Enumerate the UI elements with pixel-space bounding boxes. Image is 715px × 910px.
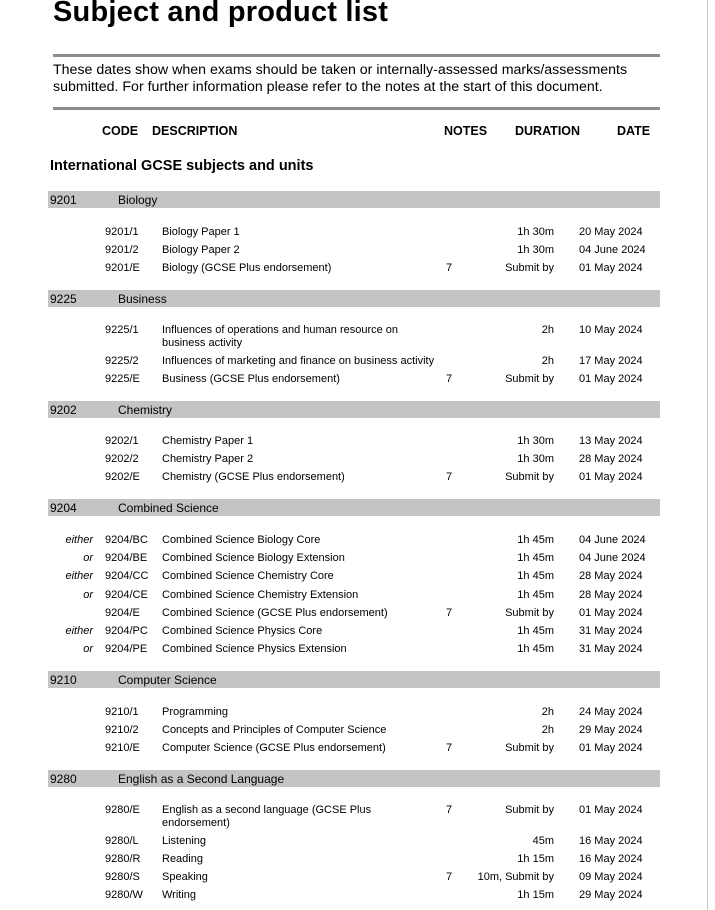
unit-description: Chemistry (GCSE Plus endorsement) bbox=[162, 471, 345, 483]
subject-band bbox=[48, 671, 660, 688]
unit-date: 16 May 2024 bbox=[579, 835, 643, 847]
unit-duration: 1h 45m bbox=[517, 552, 554, 564]
unit-date: 01 May 2024 bbox=[579, 373, 643, 385]
unit-date: 09 May 2024 bbox=[579, 871, 643, 883]
unit-description: Biology Paper 1 bbox=[162, 226, 240, 238]
column-header-notes: NOTES bbox=[444, 124, 488, 138]
unit-code: 9210/2 bbox=[105, 724, 139, 736]
section-title: International GCSE subjects and units bbox=[50, 158, 314, 174]
column-header-date: DATE bbox=[617, 124, 651, 138]
unit-description: Combined Science Biology Core bbox=[162, 534, 321, 546]
intro-text: These dates show when exams should be taken or internally-assessed marks/assessments submitted. For further information please refer to the notes at the start of this document. bbox=[53, 62, 628, 95]
unit-code: 9204/CE bbox=[105, 589, 148, 601]
unit-duration: 1h 30m bbox=[517, 244, 554, 256]
subject-band bbox=[48, 499, 660, 516]
unit-duration: Submit by bbox=[505, 373, 554, 385]
column-header-description: DESCRIPTION bbox=[152, 124, 238, 138]
unit-description: Influences of marketing and finance on business activity bbox=[162, 355, 435, 367]
subject-band bbox=[48, 191, 660, 208]
unit-qualifier: either bbox=[65, 625, 93, 637]
unit-duration: 1h 30m bbox=[517, 226, 554, 238]
unit-date: 31 May 2024 bbox=[579, 643, 643, 655]
unit-date: 04 June 2024 bbox=[579, 552, 646, 564]
subject-name: Business bbox=[118, 292, 167, 306]
subject-name: Computer Science bbox=[118, 673, 217, 687]
column-header-duration: DURATION bbox=[515, 124, 581, 138]
unit-code: 9204/E bbox=[105, 607, 140, 619]
unit-code: 9201/E bbox=[105, 262, 140, 274]
unit-date: 01 May 2024 bbox=[579, 607, 643, 619]
unit-notes: 7 bbox=[446, 871, 453, 883]
subject-code: 9201 bbox=[50, 193, 77, 207]
unit-duration: 1h 45m bbox=[517, 625, 554, 637]
unit-date: 29 May 2024 bbox=[579, 889, 643, 901]
unit-code: 9225/2 bbox=[105, 355, 139, 367]
unit-code: 9204/BC bbox=[105, 534, 148, 546]
unit-code: 9202/2 bbox=[105, 453, 139, 465]
unit-notes: 7 bbox=[446, 804, 453, 816]
unit-description: Computer Science (GCSE Plus endorsement) bbox=[162, 742, 386, 754]
unit-date: 17 May 2024 bbox=[579, 355, 643, 367]
unit-duration: 1h 45m bbox=[517, 589, 554, 601]
unit-description: Influences of operations and human resource on business activity bbox=[162, 324, 399, 349]
unit-code: 9201/1 bbox=[105, 226, 139, 238]
unit-duration: 1h 15m bbox=[517, 889, 554, 901]
unit-description: Programming bbox=[162, 706, 229, 718]
unit-qualifier: either bbox=[65, 570, 93, 582]
unit-date: 01 May 2024 bbox=[579, 742, 643, 754]
unit-description: Combined Science Physics Core bbox=[162, 625, 323, 637]
unit-duration: 1h 30m bbox=[517, 435, 554, 447]
unit-description: Writing bbox=[162, 889, 197, 901]
unit-notes: 7 bbox=[446, 373, 453, 385]
unit-notes: 7 bbox=[446, 607, 453, 619]
unit-code: 9204/BE bbox=[105, 552, 148, 564]
unit-description: Reading bbox=[162, 853, 203, 865]
unit-qualifier: or bbox=[83, 643, 93, 655]
unit-description: Business (GCSE Plus endorsement) bbox=[162, 373, 340, 385]
unit-duration: 1h 45m bbox=[517, 643, 554, 655]
unit-qualifier: either bbox=[65, 534, 93, 546]
unit-date: 24 May 2024 bbox=[579, 706, 643, 718]
unit-description: Chemistry Paper 2 bbox=[162, 453, 254, 465]
unit-duration: Submit by bbox=[505, 804, 554, 816]
unit-description: Combined Science Chemistry Core bbox=[162, 570, 334, 582]
unit-duration: Submit by bbox=[505, 742, 554, 754]
subject-band bbox=[48, 770, 660, 787]
unit-description: Listening bbox=[162, 835, 207, 847]
unit-code: 9210/1 bbox=[105, 706, 139, 718]
unit-code: 9280/L bbox=[105, 835, 139, 847]
subject-band bbox=[48, 401, 660, 418]
page-title: Subject and product list bbox=[53, 0, 389, 28]
subject-name: Biology bbox=[118, 193, 158, 207]
unit-duration: 2h bbox=[541, 724, 554, 736]
unit-notes: 7 bbox=[446, 471, 453, 483]
column-header-code: CODE bbox=[102, 124, 139, 138]
unit-description: Biology (GCSE Plus endorsement) bbox=[162, 262, 332, 274]
unit-date: 01 May 2024 bbox=[579, 471, 643, 483]
subject-code: 9202 bbox=[50, 403, 77, 417]
bottom-rule bbox=[53, 107, 660, 110]
unit-code: 9280/R bbox=[105, 853, 141, 865]
unit-description: Concepts and Principles of Computer Science bbox=[162, 724, 387, 736]
unit-duration: 10m, Submit by bbox=[477, 871, 554, 883]
unit-date: 29 May 2024 bbox=[579, 724, 643, 736]
unit-qualifier: or bbox=[83, 552, 93, 564]
subject-band bbox=[48, 290, 660, 307]
unit-duration: 2h bbox=[541, 355, 554, 367]
subject-name: Chemistry bbox=[118, 403, 173, 417]
subject-name: English as a Second Language bbox=[118, 772, 285, 786]
unit-description: Combined Science Chemistry Extension bbox=[162, 589, 359, 601]
unit-qualifier: or bbox=[83, 589, 93, 601]
unit-duration: Submit by bbox=[505, 607, 554, 619]
unit-duration: 45m bbox=[532, 835, 554, 847]
unit-notes: 7 bbox=[446, 262, 453, 274]
unit-code: 9202/E bbox=[105, 471, 140, 483]
subject-code: 9225 bbox=[50, 292, 77, 306]
unit-date: 04 June 2024 bbox=[579, 244, 646, 256]
subject-code: 9280 bbox=[50, 772, 77, 786]
unit-date: 13 May 2024 bbox=[579, 435, 643, 447]
unit-duration: Submit by bbox=[505, 262, 554, 274]
unit-description: Speaking bbox=[162, 871, 208, 883]
top-rule bbox=[53, 54, 660, 57]
unit-date: 31 May 2024 bbox=[579, 625, 643, 637]
unit-description: Biology Paper 2 bbox=[162, 244, 240, 256]
unit-date: 28 May 2024 bbox=[579, 453, 643, 465]
unit-code: 9280/W bbox=[105, 889, 143, 901]
page-edge-line bbox=[707, 0, 708, 910]
unit-code: 9225/1 bbox=[105, 324, 139, 336]
unit-date: 01 May 2024 bbox=[579, 804, 643, 816]
subject-code: 9210 bbox=[50, 673, 77, 687]
unit-description: Combined Science Physics Extension bbox=[162, 643, 347, 655]
unit-code: 9204/PC bbox=[105, 625, 148, 637]
unit-code: 9204/PE bbox=[105, 643, 148, 655]
unit-code: 9201/2 bbox=[105, 244, 139, 256]
unit-description: Chemistry Paper 1 bbox=[162, 435, 254, 447]
unit-duration: Submit by bbox=[505, 471, 554, 483]
unit-duration: 2h bbox=[541, 706, 554, 718]
unit-date: 01 May 2024 bbox=[579, 262, 643, 274]
unit-date: 28 May 2024 bbox=[579, 570, 643, 582]
unit-duration: 1h 15m bbox=[517, 853, 554, 865]
unit-code: 9280/E bbox=[105, 804, 140, 816]
unit-duration: 1h 45m bbox=[517, 570, 554, 582]
unit-notes: 7 bbox=[446, 742, 453, 754]
unit-date: 04 June 2024 bbox=[579, 534, 646, 546]
unit-date: 28 May 2024 bbox=[579, 589, 643, 601]
unit-code: 9204/CC bbox=[105, 570, 149, 582]
unit-date: 20 May 2024 bbox=[579, 226, 643, 238]
unit-date: 16 May 2024 bbox=[579, 853, 643, 865]
unit-description: Combined Science (GCSE Plus endorsement) bbox=[162, 607, 388, 619]
unit-duration: 2h bbox=[541, 324, 554, 336]
subject-code: 9204 bbox=[50, 501, 77, 515]
unit-description: Combined Science Biology Extension bbox=[162, 552, 345, 564]
unit-description: English as a second language (GCSE Plus endorsement) bbox=[162, 804, 372, 829]
unit-code: 9202/1 bbox=[105, 435, 139, 447]
unit-date: 10 May 2024 bbox=[579, 324, 643, 336]
unit-duration: 1h 45m bbox=[517, 534, 554, 546]
unit-code: 9210/E bbox=[105, 742, 140, 754]
subject-name: Combined Science bbox=[118, 501, 219, 515]
unit-duration: 1h 30m bbox=[517, 453, 554, 465]
unit-code: 9225/E bbox=[105, 373, 140, 385]
unit-code: 9280/S bbox=[105, 871, 140, 883]
